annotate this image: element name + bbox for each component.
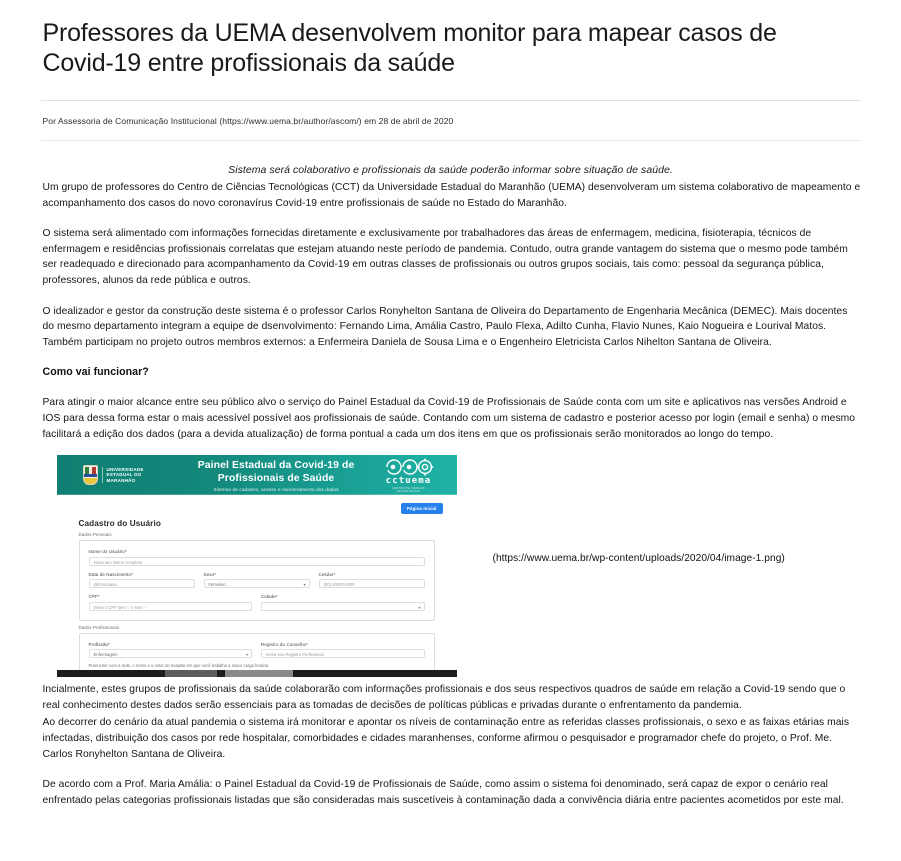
- select-profissao[interactable]: [89, 649, 253, 658]
- field-cpf: [89, 594, 253, 611]
- article-figure: [41, 455, 861, 680]
- uema-crest-icon: [83, 465, 98, 485]
- uema-line-2: ESTADUAL DO: [106, 472, 142, 478]
- paragraph-5: Incialmente, estes grupos de profissionais da saúde colaborarão com informações profissionais e dos seus respectivos quadros de saúde em relação a Covid-19 sendo que o real conhecimento destes dados serão essenciais para as tomadas de decisões de políticas públicas e privadas durante o enfrentamento da pandemia.: [42, 684, 846, 711]
- paragraph-1: Um grupo de professores do Centro de Ciências Tecnológicas (CCT) da Universidade Estadual do Maranhão (UEMA) desenvolveram um sistema colaborativo de mapeamento e acompanhamento dos casos do novo coronavírus Covid-19 entre profissionais de saúde no Estado do Maranhão.: [42, 182, 861, 209]
- input-cpf[interactable]: Insira o CPF sem '.' e sem '-': [89, 602, 253, 611]
- label-nascimento: Data de Nascimento*: [88, 571, 133, 577]
- registration-form: [57, 495, 457, 677]
- label-nome: Nome do Usuário*: [88, 549, 127, 555]
- uema-logo-text: [102, 467, 144, 483]
- cct-gear-heads-icon: [384, 458, 434, 476]
- panel-subtitle: Sistema de cadastro, acesso e monitoramento dos dados: [213, 486, 339, 492]
- input-nome[interactable]: Insira seu Nome completo: [89, 557, 425, 566]
- article-lead: Sistema será colaborativo e profissionais da saúde poderão informar sobre situação de saúde.: [228, 164, 673, 176]
- byline-divider: [41, 140, 861, 141]
- input-nascimento[interactable]: dd/mm/aaaa: [89, 579, 195, 588]
- chevron-down-icon: ▾: [418, 604, 421, 610]
- label-celular: Celular*: [318, 571, 336, 577]
- paragraph-3: O idealizador e gestor da construção deste sistema é o professor Carlos Ronyhelton Santana de Oliveira do Departamento de Engenharia Mecânica (DEMEC). Mais docentes do mesmo departamento integram a equipe de dsenvolvimento: Fernando Lima, Amália Castro, Paulo Flexa, Adilto Cunha, Flavio Nunes, Kaio Nogueira e Lourival Matos. Também participam no projeto outros membros externos: a Enfermeira Daniela de Sousa Lima e o Engenheiro Eletricista Carlos Nihelton Santana de Oliveira.: [42, 305, 848, 348]
- page-title: Professores da UEMA desenvolvem monitor para mapear casos de Covid-19 entre profissionais da saúde: [42, 19, 777, 77]
- article-container: [41, 0, 861, 808]
- field-nome: [89, 549, 425, 566]
- scrollbar-thumb[interactable]: [225, 670, 293, 677]
- section-subheading: Como vai funcionar?: [42, 366, 149, 379]
- row-cpf-cidade: [89, 594, 425, 611]
- image-caption-link[interactable]: (https://www.uema.br/wp-content/uploads/2020/04/image-1.png): [492, 553, 785, 565]
- horizontal-scrollbar[interactable]: [57, 670, 457, 677]
- field-nascimento: [89, 572, 195, 589]
- paragraph-7: De acordo com a Prof. Maria Amália: o Painel Estadual da Covid-19 de Profissionais de Saúde, como assim o sistema foi denominado, será capaz de expor o cenário real enfrentado pelas categorias profissionais listadas que são consideradas mais suscetíveis à contaminação dada a convivência diária entre pacientes acometidos por este mal.: [42, 779, 844, 806]
- title-divider: [41, 100, 861, 101]
- paragraph-4: Para atingir o maior alcance entre seu público alvo o serviço do Painel Estadual da Covid-19 de Profissionais de Saúde conta com um site e aplicativos nas versões Android e IOS para dessa forma estar o mais acessível possível aos profissionais de saúde. Contando com um sistema de cadastro e posterior acesso por login (email e senha) o mesmo facilitará a edição dos dados (para a devida atualização) de forma pontual a cada um dos itens em que os profissionais serão monitorados ao longo do tempo.: [42, 397, 856, 440]
- label-registro: Registro do Conselho*: [261, 641, 309, 647]
- uema-line-3: MARANHÃO: [106, 477, 136, 483]
- form-helper-text: Preencher com a rede, o nome e o setor do hospital em que você trabalha a maior carga horária: [88, 663, 269, 669]
- scrollbar-track-segment: [165, 670, 217, 677]
- panel-title: Painel Estadual da Covid-19 de Profissionais de Saúde: [197, 459, 355, 484]
- home-button[interactable]: Página Inicial: [401, 503, 442, 514]
- form-heading: Cadastro do Usuário: [78, 519, 161, 529]
- cct-tagline: CENTRO DE CIÊNCIAS TECNOLÓGICAS: [392, 486, 425, 493]
- article-byline: Por Assessoria de Comunicação Institucional (https://www.uema.br/author/ascom/) em 28 de abril de 2020: [42, 116, 454, 126]
- paragraph-6: Ao decorrer do cenário da atual pandemia o sistema irá monitorar e apontar os níveis de contaminação entre as referidas classes profissionais, o sexo e as faixas etárias mais infectadas, distribuição dos casos por rede hospitalar, comorbidades e cidades maranhenses, conforme afirmou o pesquisador e programador chefe do projeto, o Prof. Me. Carlos Ronyhelton Santana de Oliveira.: [42, 717, 850, 760]
- field-sexo: [204, 572, 310, 589]
- label-cpf: CPF*: [88, 594, 100, 600]
- select-sexo-value: Feminino: [208, 582, 226, 588]
- section-label-personal: Dados Pessoais: [78, 532, 112, 538]
- section-label-professional: Dados Profissionais: [78, 624, 120, 630]
- field-profissao: [89, 642, 253, 659]
- field-cidade: [261, 594, 425, 611]
- personal-fieldset: [79, 540, 435, 621]
- input-celular[interactable]: (00) 90000-0000: [319, 579, 425, 588]
- row-profissao-registro: [89, 642, 425, 659]
- select-sexo[interactable]: [204, 579, 310, 588]
- panel-header: [57, 455, 457, 495]
- label-profissao: Profissão*: [88, 641, 111, 647]
- chevron-down-icon: ▾: [303, 582, 306, 588]
- panel-title-block: [172, 459, 381, 492]
- label-cidade: Cidade*: [261, 594, 278, 600]
- paragraph-2: O sistema será alimentado com informações fornecidas diretamente e exclusivamente por trabalhadores das áreas de enfermagem, medicina, fisioterapia, técnicos de enfermagem e residências profissionais correlatas que estejam atuando neste período de pandemia. Contudo, outra grande vantagem do sistema que o mesmo pode também ser readequado e direcionado para acompanhamento da Covid-19 em outras classes de profissionais ou outros grupos sociais, tais como: pessoal da segurança pública, professores, alunos da rede pública e outros.: [42, 228, 848, 286]
- select-cidade[interactable]: [261, 602, 425, 611]
- panel-body: [57, 495, 457, 677]
- uema-logo: [83, 465, 144, 485]
- input-registro[interactable]: Insira seu Registro Profissional: [261, 649, 425, 658]
- field-celular: [319, 572, 425, 589]
- field-registro: [261, 642, 425, 659]
- uema-line-1: UNIVERSIDADE: [106, 467, 144, 473]
- select-profissao-value: Enfermagem: [93, 652, 118, 658]
- cct-wordmark: cctuema: [385, 475, 432, 486]
- cctuema-logo: [381, 458, 437, 493]
- row-nascimento-sexo-celular: [89, 572, 425, 589]
- chevron-down-icon: ▾: [245, 652, 248, 658]
- embedded-screenshot: [57, 455, 457, 677]
- label-sexo: Sexo*: [203, 571, 217, 577]
